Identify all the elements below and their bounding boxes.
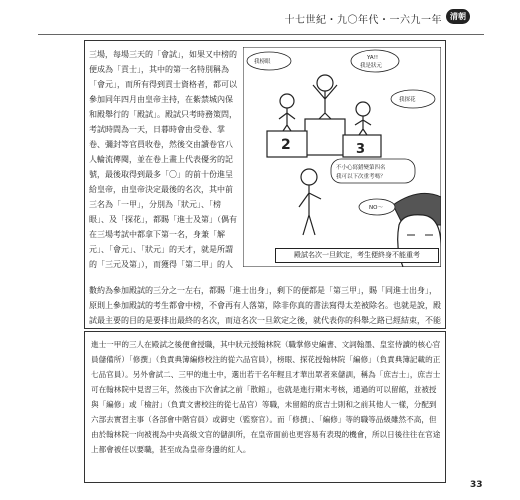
dynasty-badge: 清朝 xyxy=(446,9,470,24)
column-text xyxy=(89,47,237,272)
speech-text-fourth-1: 不小心寫錯變第四名 xyxy=(336,165,386,171)
podium-first xyxy=(305,119,345,155)
bottom-paragraph: 數約為參加殿試的三分之一左右，都賜「進士出身」，剩下的便都是「第三甲」，賜「同進士出身」，原則上參加殿試的考生都會中榜，不會再有人落第，除非你真的書法寫得太差被除名。也就是說，殿試最主要的目的是要排出最終的名次，而這名次一旦欽定之後，就代表你的科舉之路已經結束，不能 xyxy=(89,286,441,325)
speech-bubble-examiner xyxy=(359,199,395,215)
speech-text-third: 我探花 xyxy=(399,97,416,103)
sidebar-note-text xyxy=(91,337,441,457)
speech-text-champion-2: 我是狀元 xyxy=(360,63,383,69)
exam-ranking-comic xyxy=(243,47,441,267)
podium-number-2: 2 xyxy=(281,137,291,153)
header-rule xyxy=(38,34,484,35)
speech-text-second: 我榜眼 xyxy=(254,59,271,65)
sidebar-note-box xyxy=(84,331,446,483)
column-paragraph: 三場，每場三天的「會試」，如果又中榜的便成為「貢士」，其中的第一名特別稱為「會元」，而所有得到貢士資格者，都可以參加同年四月由皇帝主持，在紫禁城內保和殿舉行的「殿試」。殿試只考時務策問，考試時間為一天，日暮時會由受卷、掌卷、彌封等官員收卷，然後交由讀卷官八人輪流傳閱，並在卷上畫上代表優劣的記號，最後取得到最多「〇」的前十份進呈給皇帝，由皇帝決定最後的名次，其中前三名為「一甲」，分別為「狀元」、「榜眼」、及「探花」，都賜「進士及第」（偶有在三場考試中都拿下第一名，身兼「解元」、「會元」、「狀元」的天才，就是所謂的「三元及第」），而獲得「第二甲」的人 xyxy=(89,50,237,269)
header-title: 十七世紀・九〇年代・一六九一年 xyxy=(284,15,442,26)
podium-number-3: 3 xyxy=(356,142,366,157)
speech-bubble-second xyxy=(247,52,291,70)
speech-bubble-fourth xyxy=(331,159,415,183)
speech-text-champion-1: YA!! xyxy=(367,55,379,61)
speech-bubble-third xyxy=(391,90,435,108)
main-text-box xyxy=(84,40,446,329)
page-number: 33 xyxy=(470,480,483,490)
speech-bubble-champion xyxy=(351,50,399,72)
comic-caption: 殿試名次一旦欽定，考生便終身不能重考 xyxy=(275,248,439,263)
speech-text-examiner: NO～ xyxy=(369,205,383,211)
sidebar-paragraph: 進士一甲的三人在殿試之後便會授職，其中狀元授翰林院（職掌修史編書、文詞翰墨、皇室侍讀的核心官員儲備所）「修撰」（負責典簿編修校注的從六品官員），榜眼、探花授翰林院「編修」（負責典簿記載的正七品官員）。另外會試二、三甲的進士中，選出若干名年輕且才華出眾者來儲訓，稱為「庶吉士」，庶吉士可在翰林院中見習三年，然後由下次會試之前「散館」，也就是進行期末考核，通過的可以留館，並被授與「編修」或「檢討」（負責文書校注的從七品官）等職，未留館的庶吉士則和之前其他人一樣，分配到六部去實習主事（各部會中階官員）或御史（監察官）。而「修撰」、「編修」等的職等品級雖然不高，但由於翰林院一向被視為中央高級文官的儲訓所，在皇帝面前也更容易有表現的機會，所以日後往往在官途上都會被任以要職，甚至成為皇帝身邊的紅人。 xyxy=(91,340,441,454)
page-header xyxy=(0,8,520,28)
speech-text-fourth-2: 我可以下次重考嗎？ xyxy=(336,174,386,180)
